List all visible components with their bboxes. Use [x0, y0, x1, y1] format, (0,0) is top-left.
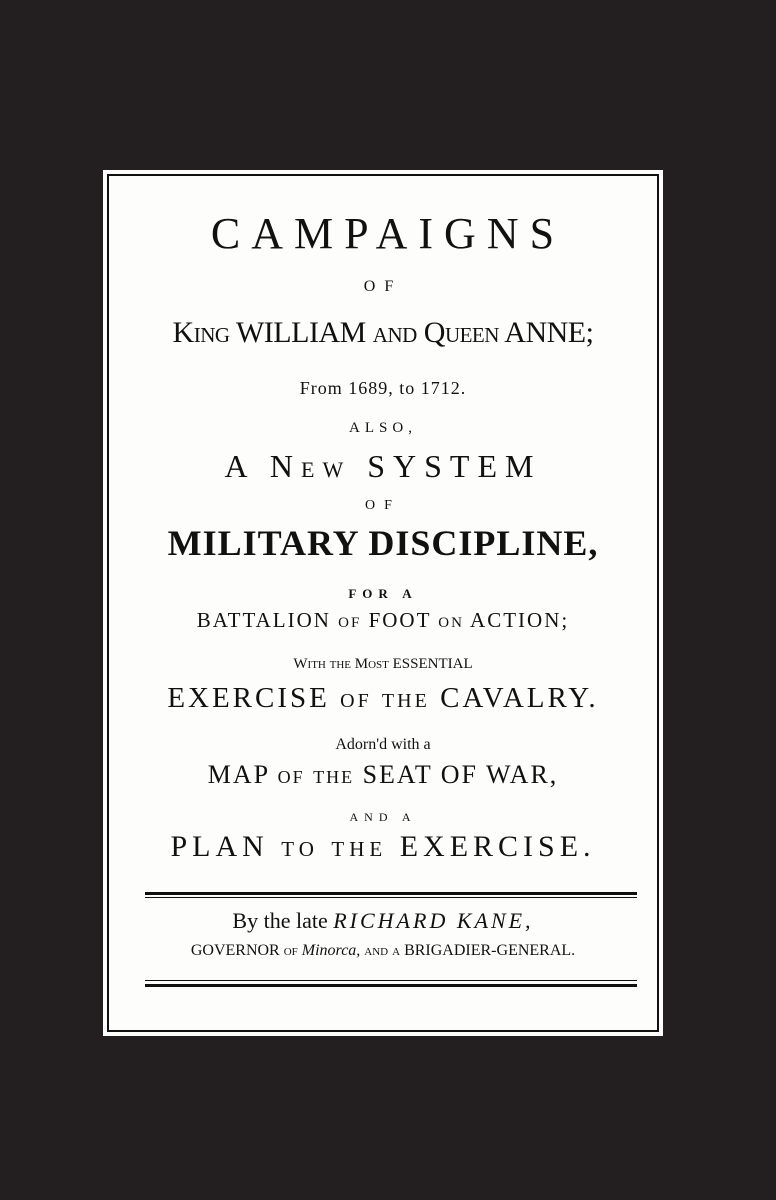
author-name: RICHARD KANE, — [333, 908, 534, 933]
page-frame — [107, 174, 659, 1032]
and-a-label: AND A — [349, 810, 417, 824]
rule-top-thin — [145, 897, 637, 898]
title-of: OF — [363, 278, 403, 295]
rule-bottom — [145, 984, 637, 987]
author-line — [103, 908, 663, 934]
governor-place: Minorca, — [301, 942, 361, 959]
rule-bottom-thin — [145, 980, 637, 981]
for-a-label: FOR A — [348, 586, 418, 601]
with-essential-line: With the Most ESSENTIAL — [293, 656, 473, 672]
also-label: ALSO, — [349, 420, 417, 436]
title-page — [103, 170, 663, 1036]
governor-label: GOVERNOR of — [190, 942, 298, 959]
adornd-line: Adorn'd with a — [335, 736, 431, 753]
title-campaigns: CAMPAIGNS — [210, 209, 566, 258]
new-system-line: A New SYSTEM — [224, 448, 542, 484]
cavalry-line: EXERCISE of the CAVALRY. — [167, 682, 599, 714]
title-dates: From 1689, to 1712. — [299, 378, 467, 398]
title-subject: King WILLIAM and Queen ANNE; — [172, 316, 594, 349]
map-line: MAP of the SEAT OF WAR, — [207, 760, 559, 789]
military-discipline-line: MILITARY DISCIPLINE, — [167, 523, 599, 563]
governor-line — [103, 942, 663, 960]
plan-line: PLAN to the EXERCISE. — [170, 830, 596, 863]
author-by: By the late — [232, 908, 328, 933]
battalion-line: BATTALION of FOOT on ACTION; — [196, 608, 570, 632]
governor-rank: and a BRIGADIER-GENERAL. — [364, 942, 576, 959]
rule-top — [145, 892, 637, 895]
of-label: OF — [365, 498, 401, 513]
